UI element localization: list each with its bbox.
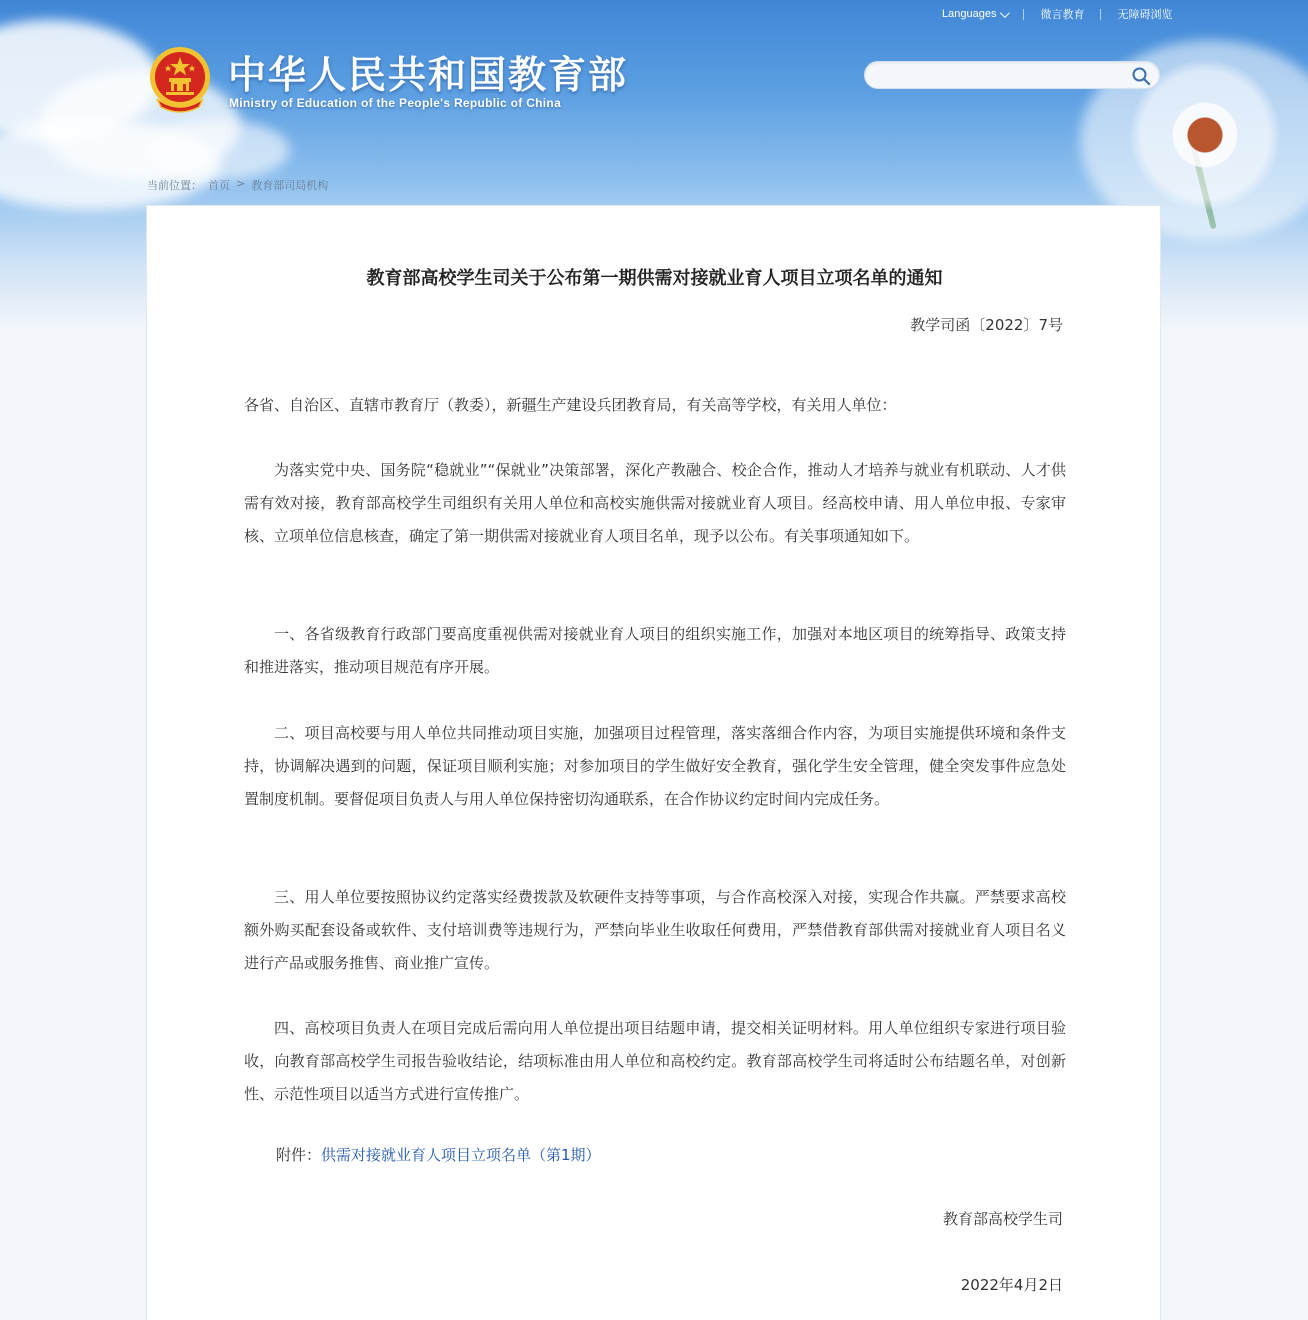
breadcrumb xyxy=(147,177,328,193)
article-title: 教育部高校学生司关于公布第一期供需对接就业育人项目立项名单的通知 xyxy=(366,268,943,289)
site-subtitle: Ministry of Education of the People's Republic of China xyxy=(229,96,562,110)
article-paragraph: 为落实党中央、国务院“稳就业”“保就业”决策部署，深化产教融合、校企合作，推动人才培养与就业有机联动、人才供需有效对接，教育部高校学生司组织有关用人单位和高校实施供需对接就业育人项目。经高校申请、用人单位申报、专家审核、立项单位信息核查，确定了第一期供需对接就业育人项目名单，现予以公布。有关事项通知如下。 xyxy=(244,461,1066,545)
article-paragraph: 四、高校项目负责人在项目完成后需向用人单位提出项目结题申请，提交相关证明材料。用人单位组织专家进行项目验收，向教育部高校学生司报告验收结论，结项标准由用人单位和高校约定。教育部高校学生司将适时公布结题名单，对创新性、示范性项目以适当方式进行宣传推广。 xyxy=(244,1019,1066,1103)
languages-label: Languages xyxy=(942,8,997,20)
search-icon[interactable] xyxy=(1131,66,1151,86)
publish-date: 2022年4月2日 xyxy=(960,1276,1063,1294)
attachment-label: 附件： xyxy=(276,1146,322,1164)
search-box xyxy=(864,61,1160,89)
top-links xyxy=(942,6,1172,22)
document-number: 教学司函〔2022〕7号 xyxy=(910,316,1063,334)
attachment xyxy=(276,1144,601,1165)
article-paragraph: 一、各省级教育行政部门要高度重视供需对接就业育人项目的组织实施工作，加强对本地区项目的统筹指导、政策支持和推进落实，推动项目规范有序开展。 xyxy=(244,625,1066,676)
cloud-decoration xyxy=(150,120,290,180)
wechat-link[interactable]: 微言教育 xyxy=(1040,9,1085,21)
languages-dropdown[interactable] xyxy=(942,8,1007,20)
article-paragraph: 三、用人单位要按照协议约定落实经费拨款及软硬件支持等事项，与合作高校深入对接，实现合作共赢。严禁要求高校额外购买配套设备或软件、支付培训费等违规行为，严禁向毕业生收取任何费用，严禁借教育部供需对接就业育人项目名义进行产品或服务推售、商业推广宣传。 xyxy=(244,888,1066,972)
national-emblem-icon xyxy=(147,45,213,115)
breadcrumb-separator: > xyxy=(236,177,246,190)
accessibility-link[interactable]: 无障碍浏览 xyxy=(1117,9,1173,21)
breadcrumb-section-link[interactable]: 教育部司局机构 xyxy=(251,179,329,192)
site-title[interactable]: 中华人民共和国教育部 xyxy=(228,53,629,97)
chevron-down-icon xyxy=(1000,8,1010,18)
breadcrumb-prefix: 当前位置： xyxy=(147,179,202,192)
article-panel xyxy=(146,205,1161,1320)
attachment-link[interactable]: 供需对接就业育人项目立项名单（第1期） xyxy=(321,1146,601,1164)
divider xyxy=(1100,9,1101,20)
search-input[interactable] xyxy=(877,65,1127,85)
divider xyxy=(1023,9,1024,20)
breadcrumb-home-link[interactable]: 首页 xyxy=(208,179,230,192)
signer: 教育部高校学生司 xyxy=(942,1210,1063,1228)
salutation: 各省、自治区、直辖市教育厅（教委），新疆生产建设兵团教育局，有关高等学校，有关用人单位： xyxy=(244,396,897,414)
article-paragraph: 二、项目高校要与用人单位共同推动项目实施，加强项目过程管理，落实落细合作内容，为项目实施提供环境和条件支持，协调解决遇到的问题，保证项目顺利实施；对参加项目的学生做好安全教育，强化学生安全管理，健全突发事件应急处置制度机制。要督促项目负责人与用人单位保持密切沟通联系，在合作协议约定时间内完成任务。 xyxy=(244,724,1066,808)
